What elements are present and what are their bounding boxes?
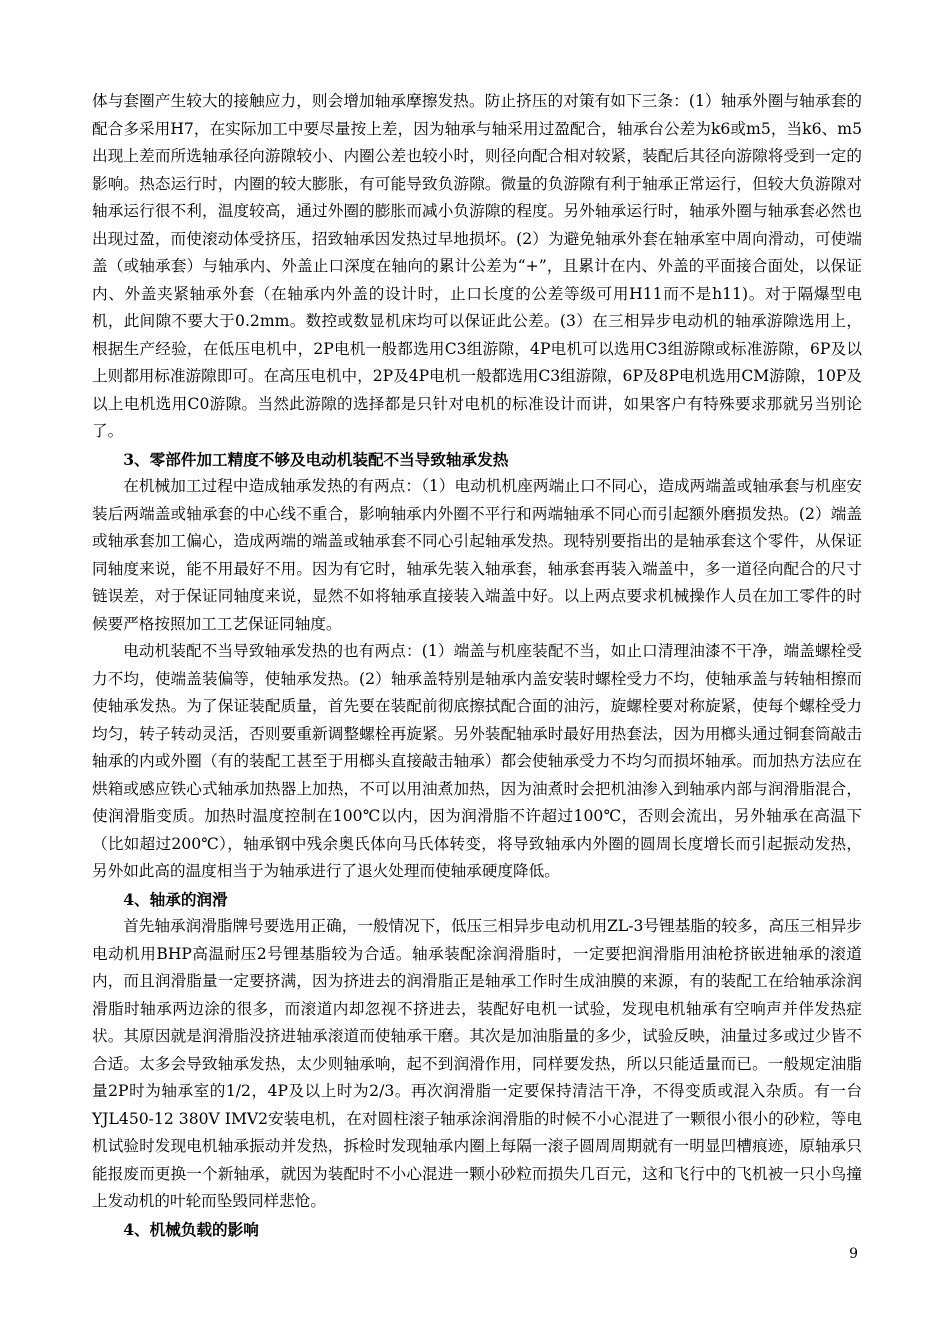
page-body xyxy=(92,88,862,1243)
section-heading-machining-assembly: 3、零部件加工精度不够及电动机装配不当导致轴承发热 xyxy=(123,449,509,469)
paragraph-lubrication: 首先轴承润滑脂牌号要选用正确，一般情况下，低压三相异步电动机用ZL-3号锂基脂的较多，高压三相异步电动机用BHP高温耐压2号锂基脂较为合适。轴承装配涂润滑脂时，一定要把润滑脂用油枪挤嵌进轴承的滚道内，而且润滑脂量一定要挤满，因为挤进去的润滑脂正是轴承工作时生成油膜的来源，有的装配工在给轴承涂润滑脂时轴承两边涂的很多，而滚道内却忽视不挤进去，装配好电机一试验，发现电机轴承有空响声并伴发热症状。其原因就是润滑脂没挤进轴承滚道而使轴承干磨。其次是加油脂量的多少，试验反映，油量过多或过少皆不合适。太多会导致轴承发热，太少则轴承响，起不到润滑作用，同样要发热，所以只能适量而已。一般规定油脂量2P时为轴承室的1/2，4P及以上时为2/3。再次润滑脂一定要保持清洁干净，不得变质或混入杂质。有一台YJL450-12 380V IMV2安装电机，在对圆柱滚子轴承涂润滑脂的时候不小心混进了一颗很小很小的砂粒，等电机试验时发现电机轴承振动并发热，拆检时发现轴承内圈上每隔一滚子圆周周期就有一明显凹槽痕迹，原轴承只能报废而更换一个新轴承，就因为装配时不小心混进一颗小砂粒而损失几百元，这和飞行中的飞机被一只小鸟撞上发动机的叶轮而坠毁同样悲怆。 xyxy=(92,917,862,1210)
page-number: 9 xyxy=(849,1246,858,1262)
paragraph-bearing-clearance: 体与套圈产生较大的接触应力，则会增加轴承摩擦发热。防止挤压的对策有如下三条：(1）轴承外圈与轴承套的配合多采用H7，在实际加工中要尽量按上差，因为轴承与轴采用过盈配合，轴承台公差为k6或m5，当k6、m5出现上差而所选轴承径向游隙较小、内圈公差也较小时，则径向配合相对较紧，装配后其径向游隙将受到一定的影响。热态运行时，内圈的较大膨胀，有可能导致负游隙。微量的负游隙有利于轴承正常运行，但较大负游隙对轴承运行很不利，温度较高，通过外圈的膨胀而减小负游隙的程度。另外轴承运行时，轴承外圈与轴承套必然也出现过盈，而使滚动体受挤压，招致轴承因发热过早地损坏。(2）为避免轴承外套在轴承室中周向滑动，可使端盖（或轴承套）与轴承内、外盖止口深度在轴向的累计公差为“+”，且累计在内、外盖的平面接合面处，以保证内、外盖夹紧轴承外套（在轴承内外盖的设计时，止口长度的公差等级可用H11而不是h11)。对于隔爆型电机，此间隙不要大于0.2mm。数控或数显机床均可以保证此公差。(3）在三相异步电动机的轴承游隙选用上，根据生产经验，在低压电机中，2P电机一般都选用C3组游隙，4P电机可以选用C3组游隙或标准游隙，6P及以上则都用标准游隙即可。在高压电机中，2P及4P电机一般都选用C3组游隙，6P及8P电机选用CM游隙，10P及以上电机选用C0游隙。当然此游隙的选择都是只针对电机的标准设计而讲，如果客户有特殊要求那就另当别论了。 xyxy=(92,92,862,440)
paragraph-assembly-causes: 电动机装配不当导致轴承发热的也有两点：(1）端盖与机座装配不当，如止口清理油漆不干净，端盖螺栓受力不均，使端盖装偏等，使轴承发热。(2）轴承盖特别是轴承内盖安装时螺栓受力不均，使轴承盖与转轴相擦而使轴承发热。为了保证装配质量，首先要在装配前彻底擦拭配合面的油污，旋螺栓要对称旋紧，使每个螺栓受力均匀，转子转动灵活，否则要重新调整螺栓再旋紧。另外装配轴承时最好用热套法，因为用榔头通过铜套筒敲击轴承的内或外圈（有的装配工甚至于用榔头直接敲击轴承）都会使轴承受力不均匀而损坏轴承。而加热方法应在烘箱或感应铁心式轴承加热器上加热，不可以用油煮加热，因为油煮时会把机油渗入到轴承内部与润滑脂混合，使润滑脂变质。加热时温度控制在100℃以内，因为润滑脂不许超过100℃，否则会流出，另外轴承在高温下（比如超过200℃），轴承钢中残余奥氏体向马氏体转变，将导致轴承内外圈的圆周长度增长而引起振动发热，另外如此高的温度相当于为轴承进行了退火处理而使轴承硬度降低。 xyxy=(92,642,862,880)
section-heading-mechanical-load: 4、机械负载的影响 xyxy=(123,1219,259,1239)
section-heading-lubrication: 4、轴承的润滑 xyxy=(123,889,228,909)
paragraph-machining-causes: 在机械加工过程中造成轴承发热的有两点：（1）电动机机座两端止口不同心，造成两端盖或轴承套与机座安装后两端盖或轴承套的中心线不重合，影响轴承内外圈不平行和两端轴承不同心而引起额外磨损发热。(2）端盖或轴承套加工偏心，造成两端的端盖或轴承套不同心引起轴承发热。现特别要指出的是轴承套这个零件，从保证同轴度来说，能不用最好不用。因为有它时，轴承先装入轴承套，轴承套再装入端盖中，多一道径向配合的尺寸链误差，对于保证同轴度来说，显然不如将轴承直接装入端盖中好。以上两点要求机械操作人员在加工零件的时候要严格按照加工工艺保证同轴度。 xyxy=(92,477,862,633)
